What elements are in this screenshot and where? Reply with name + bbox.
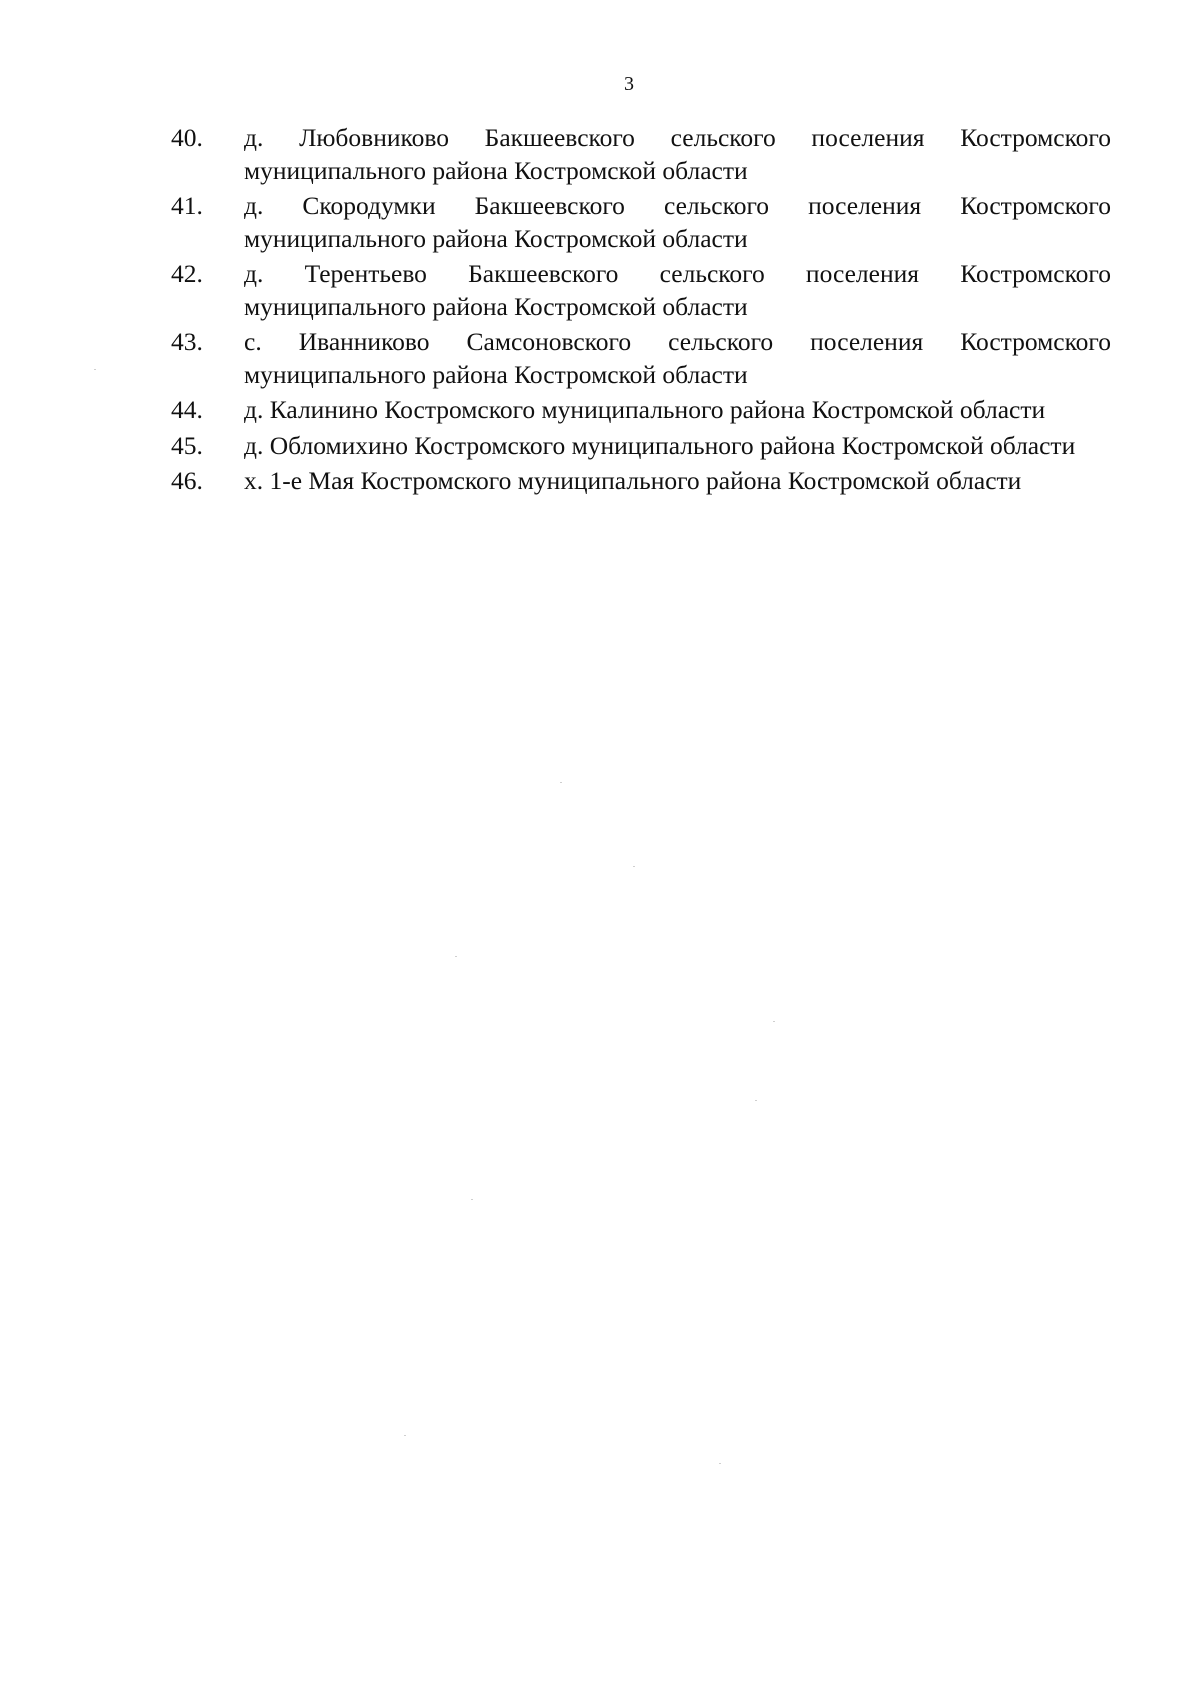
item-text: д. Калинино Костромского муниципального района Костромской области <box>244 395 1046 424</box>
list-item <box>171 190 1111 255</box>
scan-speck <box>94 369 96 370</box>
scan-speck <box>773 1021 775 1022</box>
list-item <box>171 430 1111 463</box>
item-text: д. Скородумки Бакшеевского сельского поселения Костромского муниципального района Костромской области <box>244 191 1111 253</box>
scan-speck <box>560 782 562 783</box>
item-number: 42. <box>171 259 203 288</box>
item-number: 40. <box>171 123 203 152</box>
item-number: 45. <box>171 430 203 460</box>
item-text: х. 1-е Мая Костромского муниципального района Костромской области <box>244 466 1022 495</box>
scan-speck <box>719 1463 721 1464</box>
item-number: 46. <box>171 466 203 495</box>
list-item <box>171 465 1111 498</box>
scan-speck <box>471 1199 473 1200</box>
item-number: 44. <box>171 395 203 424</box>
item-text: д. Обломихино Костромского муниципального района Костромской области <box>244 430 1076 460</box>
list-item <box>171 122 1111 187</box>
settlement-list <box>171 122 1111 501</box>
scan-speck <box>633 866 635 867</box>
scan-speck <box>455 956 457 957</box>
scan-speck <box>755 1100 757 1101</box>
item-number: 43. <box>171 327 203 356</box>
scan-speck <box>404 1435 406 1436</box>
item-text: д. Терентьево Бакшеевского сельского поселения Костромского муниципального района Костромской области <box>244 259 1111 321</box>
page-number: 3 <box>624 73 634 95</box>
list-item <box>171 394 1111 427</box>
list-item <box>171 326 1111 391</box>
item-text: с. Иванниково Самсоновского сельского поселения Костромского муниципального района Костромской области <box>244 327 1111 389</box>
item-number: 41. <box>171 191 203 220</box>
list-item <box>171 258 1111 323</box>
item-text: д. Любовниково Бакшеевского сельского поселения Костромского муниципального района Костромской области <box>244 123 1111 185</box>
